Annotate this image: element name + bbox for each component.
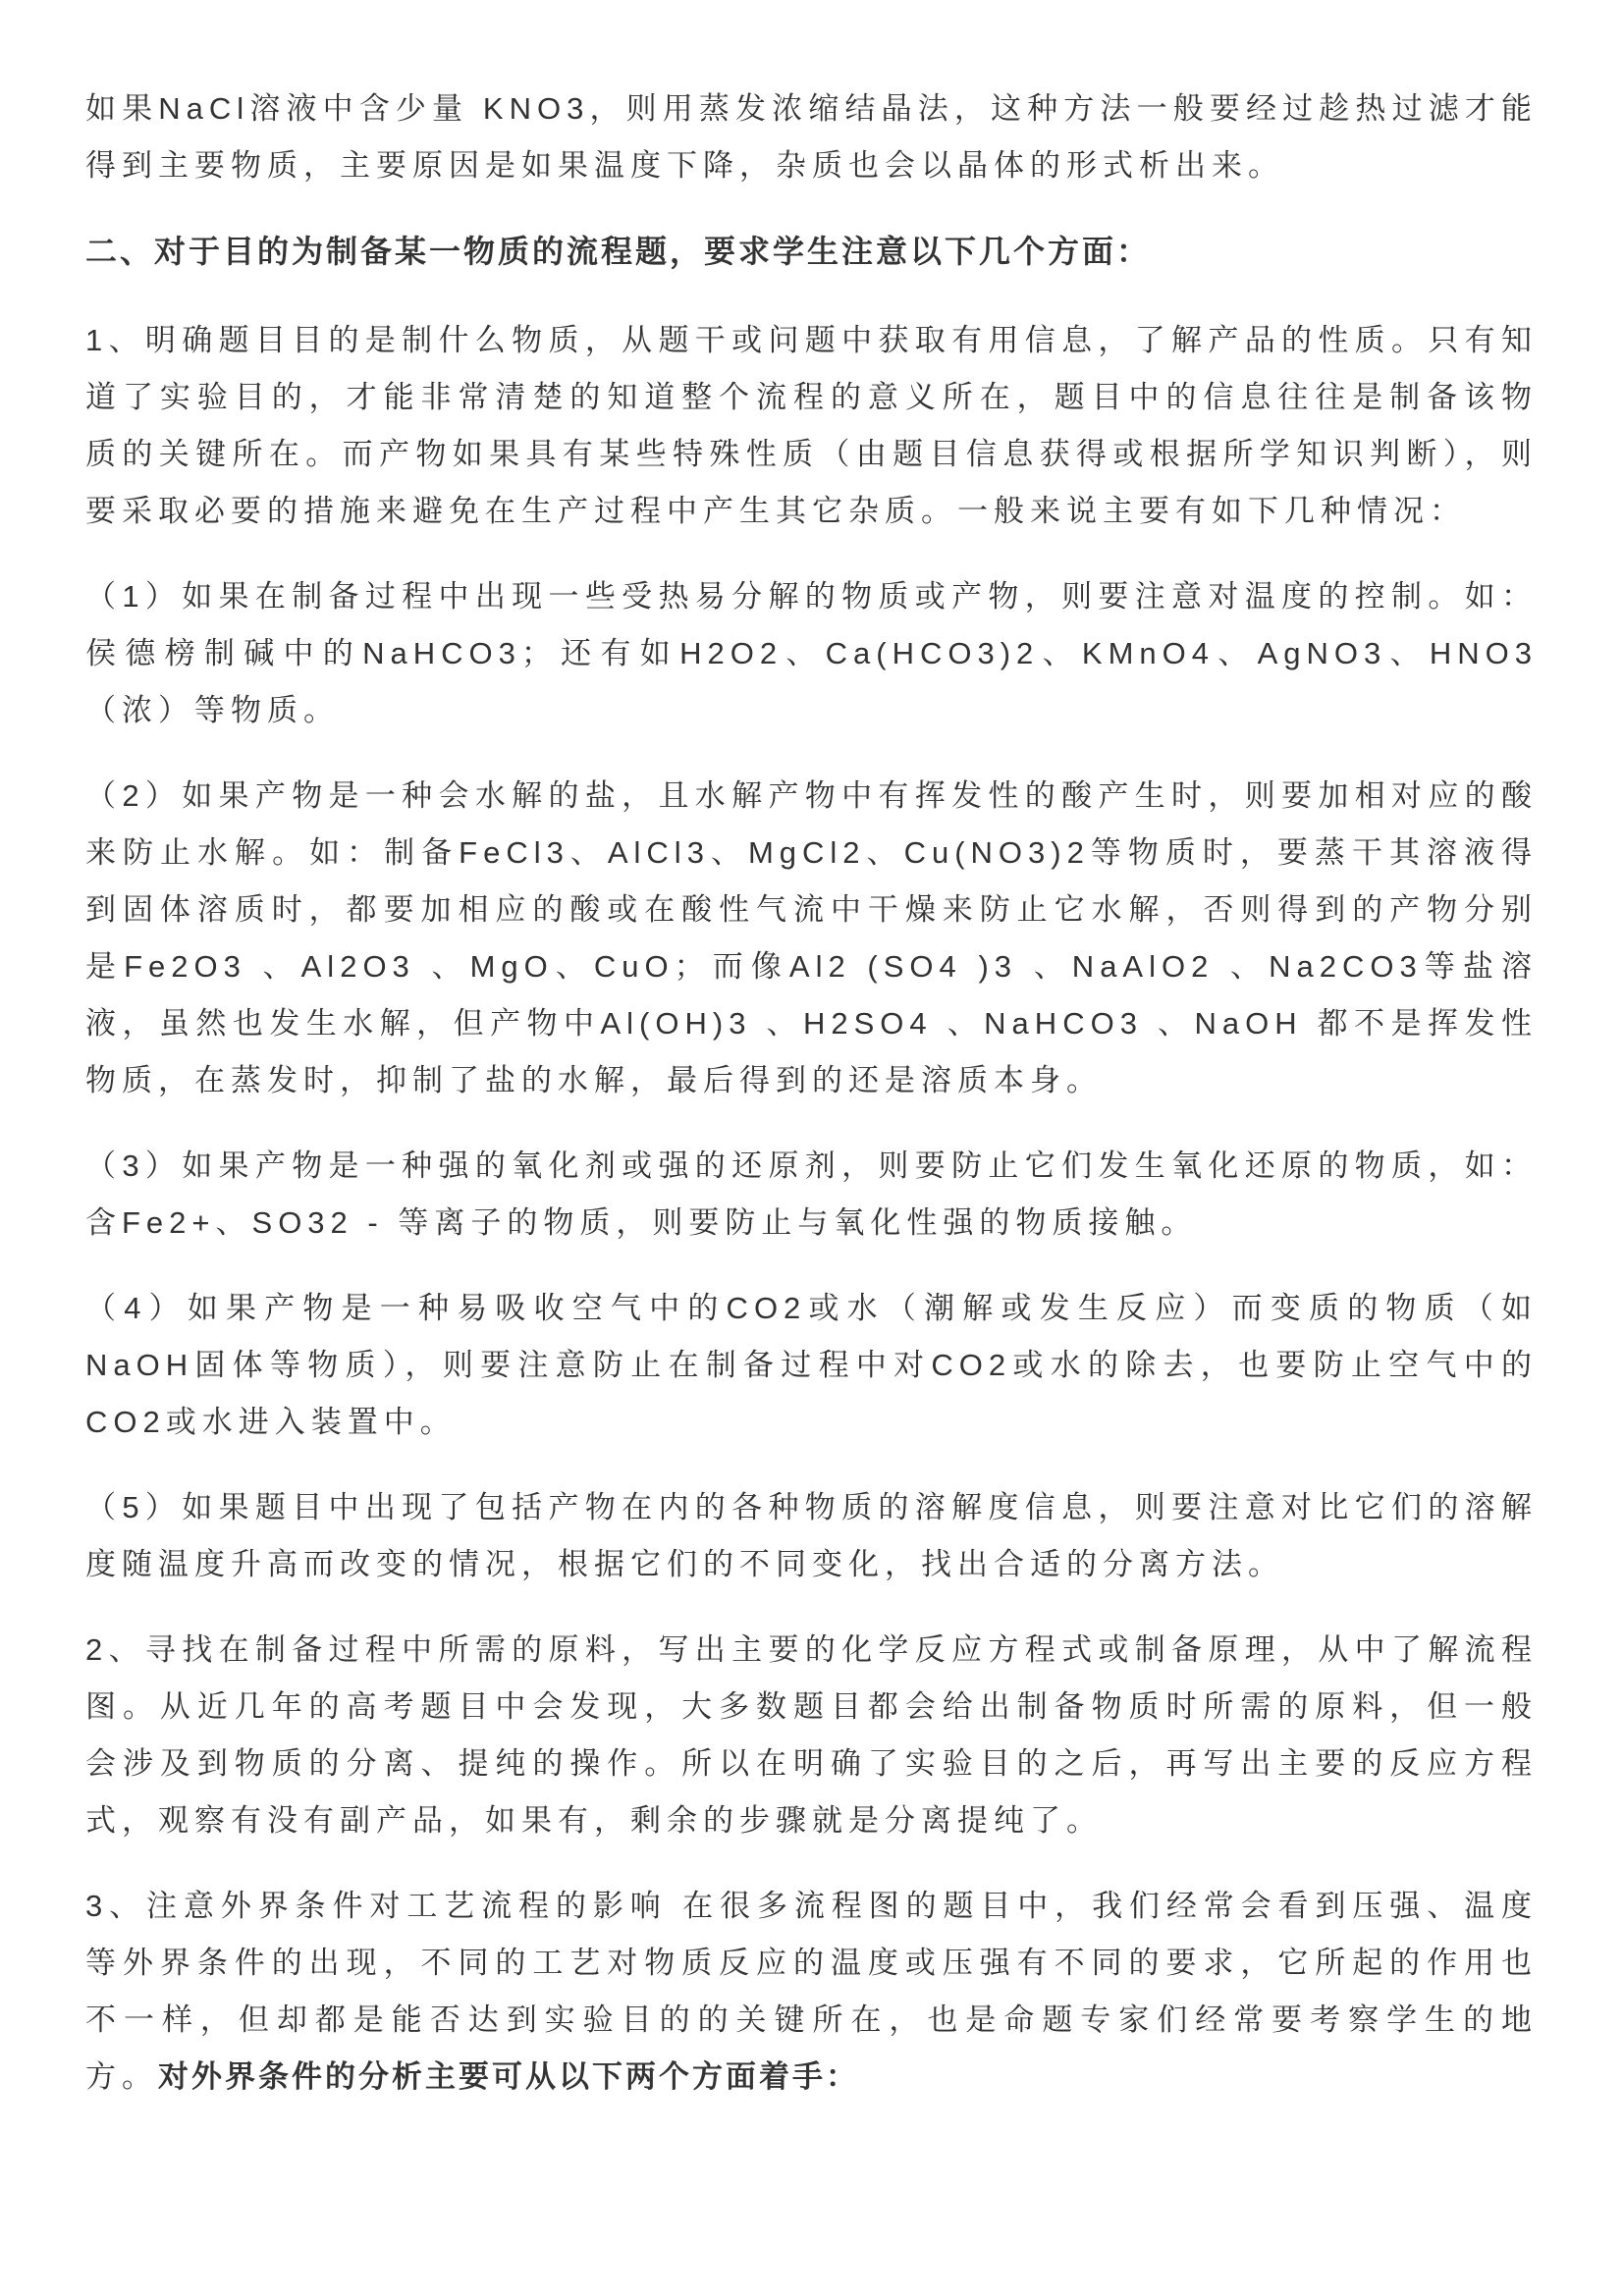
sub-point-paragraph-5: （5）如果题目中出现了包括产物在内的各种物质的溶解度信息，则要注意对比它们的溶解度随温度升高而改变的情况，根据它们的不同变化，找出合适的分离方法。 [85, 1490, 1538, 1581]
point-3-bold-text: 对外界条件的分析主要可从以下两个方面着手： [158, 2059, 859, 2094]
sub-point-paragraph-1: （1）如果在制备过程中出现一些受热易分解的物质或产物，则要注意对温度的控制。如：侯德榜制碱中的NaHCO3；还有如H2O2、Ca(HCO3)2、KMnO4、AgNO3、HNO3（浓）等物质。 [85, 579, 1538, 727]
point-3-regular-text: 3、注意外界条件对工艺流程的影响 在很多流程图的题目中，我们经常会看到压强、温度等外界条件的出现，不同的工艺对物质反应的温度或压强有不同的要求，它所起的作用也不一样，但却都是能否达到实验目的的关键所在，也是命题专家们经常要考察学生的地方。 [85, 1889, 1538, 2094]
intro-paragraph: 如果NaCl溶液中含少量 KNO3，则用蒸发浓缩结晶法，这种方法一般要经过趁热过滤才能得到主要物质，主要原因是如果温度下降，杂质也会以晶体的形式析出来。 [85, 91, 1538, 183]
section-heading: 二、对于目的为制备某一物质的流程题，要求学生注意以下几个方面： [85, 234, 1152, 269]
sub-point-paragraph-4: （4）如果产物是一种易吸收空气中的CO2或水（潮解或发生反应）而变质的物质（如NaOH固体等物质），则要注意防止在制备过程中对CO2或水的除去，也要防止空气中的CO2或水进入装置中。 [85, 1291, 1538, 1439]
point-paragraph-3 [85, 1878, 1538, 2106]
point-paragraph-2: 2、寻找在制备过程中所需的原料，写出主要的化学反应方程式或制备原理，从中了解流程图。从近几年的高考题目中会发现，大多数题目都会给出制备物质时所需的原料，但一般会涉及到物质的分离、提纯的操作。所以在明确了实验目的之后，再写出主要的反应方程式，观察有没有副产品，如果有，剩余的步骤就是分离提纯了。 [85, 1632, 1538, 1838]
point-paragraph-1: 1、明确题目目的是制什么物质，从题干或问题中获取有用信息，了解产品的性质。只有知道了实验目的，才能非常清楚的知道整个流程的意义所在，题目中的信息往往是制备该物质的关键所在。而产物如果具有某些特殊性质（由题目信息获得或根据所学知识判断），则要采取必要的措施来避免在生产过程中产生其它杂质。一般来说主要有如下几种情况： [85, 323, 1538, 528]
sub-point-paragraph-2: （2）如果产物是一种会水解的盐，且水解产物中有挥发性的酸产生时，则要加相对应的酸来防止水解。如：制备FeCl3、AlCl3、MgCl2、Cu(NO3)2等物质时，要蒸干其溶液得到固体溶质时，都要加相应的酸或在酸性气流中干燥来防止它水解，否则得到的产物分别是Fe2O3 、Al2O3 、MgO、CuO；而像Al2 (SO4 )3 、NaAlO2 、Na2CO3等盐溶液，虽然也发生水解，但产物中Al(OH)3 、H2SO4 、NaHCO3 、NaOH 都不是挥发性物质，在蒸发时，抑制了盐的水解，最后得到的还是溶质本身。 [85, 778, 1538, 1097]
sub-point-paragraph-3: （3）如果产物是一种强的氧化剂或强的还原剂，则要防止它们发生氧化还原的物质，如：含Fe2+、SO32 - 等离子的物质，则要防止与氧化性强的物质接触。 [85, 1148, 1538, 1240]
